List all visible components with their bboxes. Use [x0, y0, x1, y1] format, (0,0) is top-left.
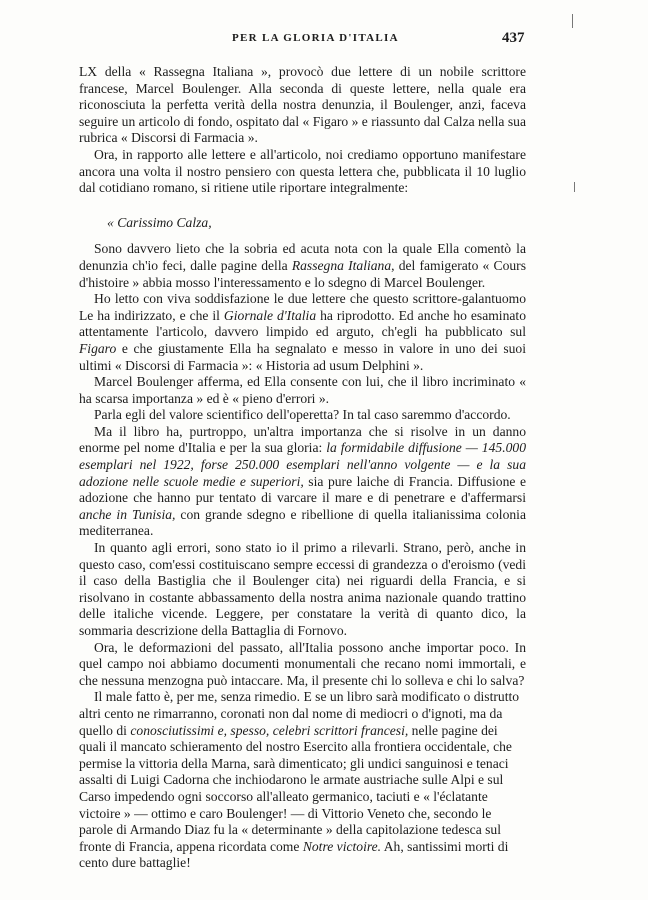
text-run: con grande sdegno e ribellione di quella italianissima colonia mediterranea.: [79, 506, 526, 539]
paragraph: [79, 407, 526, 424]
paragraph: [79, 374, 526, 407]
paragraph: [79, 424, 526, 540]
text-run: Ora, le deformazioni del passato, all'Italia possono anche importar poco. In quel campo noi abbiamo documenti monumentali che recano nomi immortali, e che nessuna menzogna può intaccare. Ma, il presente chi lo solleva e chi lo salva?: [79, 639, 526, 688]
body-text: [79, 64, 526, 872]
italic-emphasis: anche in Tunisia,: [79, 506, 176, 522]
margin-mark: [574, 182, 575, 192]
text-run: , del famigerato « Cours d'histoire » abbia mosso l'interessamento e lo sdegno di Marcel Boulenger.: [79, 257, 526, 290]
italic-emphasis: la formidabile diffusione — 145.000 esemplari nel 1922, forse 250.000 esemplari nell'anno volgente — e la sua adozione nelle scuole medie e superiori,: [79, 440, 526, 489]
text-run: Parla egli del valore scientifico dell'operetta? In tal caso saremmo d'accordo.: [94, 407, 511, 423]
text-run: Ho letto con viva soddisfazione le due lettere che questo scrittore-galantuomo Le ha indirizzato, e che il: [79, 291, 526, 323]
text-run: sia pure laiche di Francia. Diffusione e adozione che hanno pur tentato di varcare il mare e di penetrare e d'affermarsi: [79, 473, 526, 506]
italic-title: Rassegna Italiana: [291, 257, 392, 273]
paragraph: [79, 689, 526, 872]
italic-title: Figaro: [79, 340, 117, 356]
paragraph: [79, 640, 526, 690]
paragraph: [79, 291, 526, 374]
paragraph: [79, 64, 526, 147]
italic-title: Giornale d'Italia: [223, 307, 317, 323]
paragraph: [79, 540, 526, 640]
margin-mark: [572, 14, 573, 28]
letter-salutation: [79, 215, 526, 232]
text-run: ha riprodotto. Ed anche ho esaminato attentamente l'articolo, davvero limpido ed arguto, ch'egli ha pubblicato sul: [79, 307, 526, 340]
paragraph: [79, 241, 526, 291]
text-run: Ah, santissimi morti di cento dure battaglie!: [79, 838, 509, 871]
italic-emphasis: conosciutissimi e, spesso, celebri scrittori francesi,: [130, 722, 409, 738]
running-head: PER LA GLORIA D'ITALIA: [232, 32, 399, 44]
italic-title: Notre victoire.: [302, 838, 382, 854]
text-run: Sono davvero lieto che la sobria ed acuta nota con la quale Ella comentò la denunzia ch'io feci, dalle pagine della: [79, 241, 526, 273]
text-run: Ma il libro ha, purtroppo, un'altra importanza che si risolve in un danno enorme pel nome d'Italia e per la sua gloria:: [79, 423, 526, 456]
text-run: e che giustamente Ella ha segnalato e messo in valore in uno dei suoi ultimi « Discorsi di Farmacia »: « Historia ad usum Delphini ».: [79, 340, 526, 373]
page-number: 437: [502, 30, 525, 46]
paragraph: [79, 147, 526, 197]
text-run: LX della « Rassegna Italiana », provocò due lettere di un nobile scrittore francese, Marcel Boulenger. Alla seconda di queste lettere, nella quale era riconosciuta la perfetta verità della nostra denunzia, il Boulenger, anzi, faceva seguire un articolo di fondo, ospitato dal « Figaro » e riassunto dal Calza nella sua rubrica « Discorsi di Farmacia ».: [79, 64, 526, 146]
text-run: Ora, in rapporto alle lettere e all'articolo, noi crediamo opportuno manifestare ancora una volta il nostro pensiero con questa lettera che, pubblicata il 10 luglio dal cotidiano romano, si ritiene utile riportare integralmente:: [79, 146, 526, 196]
text-run: Marcel Boulenger afferma, ed Ella consente con lui, che il libro incriminato « ha scarsa importanza » ed è « pieno d'errori ».: [79, 374, 526, 406]
text-run: « Carissimo Calza,: [107, 214, 212, 230]
text-run: Il male fatto è, per me, senza rimedio. E se un libro sarà modificato o distrutto altri cento ne rimarranno, coronati non dal nome di mediocri o d'ignoti, ma da quello di: [79, 689, 520, 738]
text-run: In quanto agli errori, sono stato io il primo a rilevarli. Strano, però, anche in questo caso, com'essi costituiscano sempre eccessi di grandezza o d'eroismo (vedi il caso della Bastiglia che il Boulenger cita) nei riguardi della Francia, e si risolvano in costante abbassamento della nostra anima nazionale quando trattino delle italiche vicende. Leggere, per constatare la verità di quanto dico, la sommaria descrizione della Battaglia di Fornovo.: [79, 540, 526, 638]
text-run: nelle pagine dei quali il mancato schieramento del nostro Esercito alla frontiera occidentale, che permise la vittoria della Marna, sarà dimenticato; gli undici sanguinosi e tenaci assalti di Luigi Cadorna che inchiodarono le armate austriache sulle Alpi e sul Carso impedendo ogni soccorso all'alleato germanico, taciuti e « l'éclatante victoire » — ottimo e caro Boulenger! — di Vittorio Veneto che, secondo le parole di Armando Diaz fu la « determinante » della capitolazione tedesca sul fronte di Francia, appena ricordata come: [79, 722, 512, 854]
